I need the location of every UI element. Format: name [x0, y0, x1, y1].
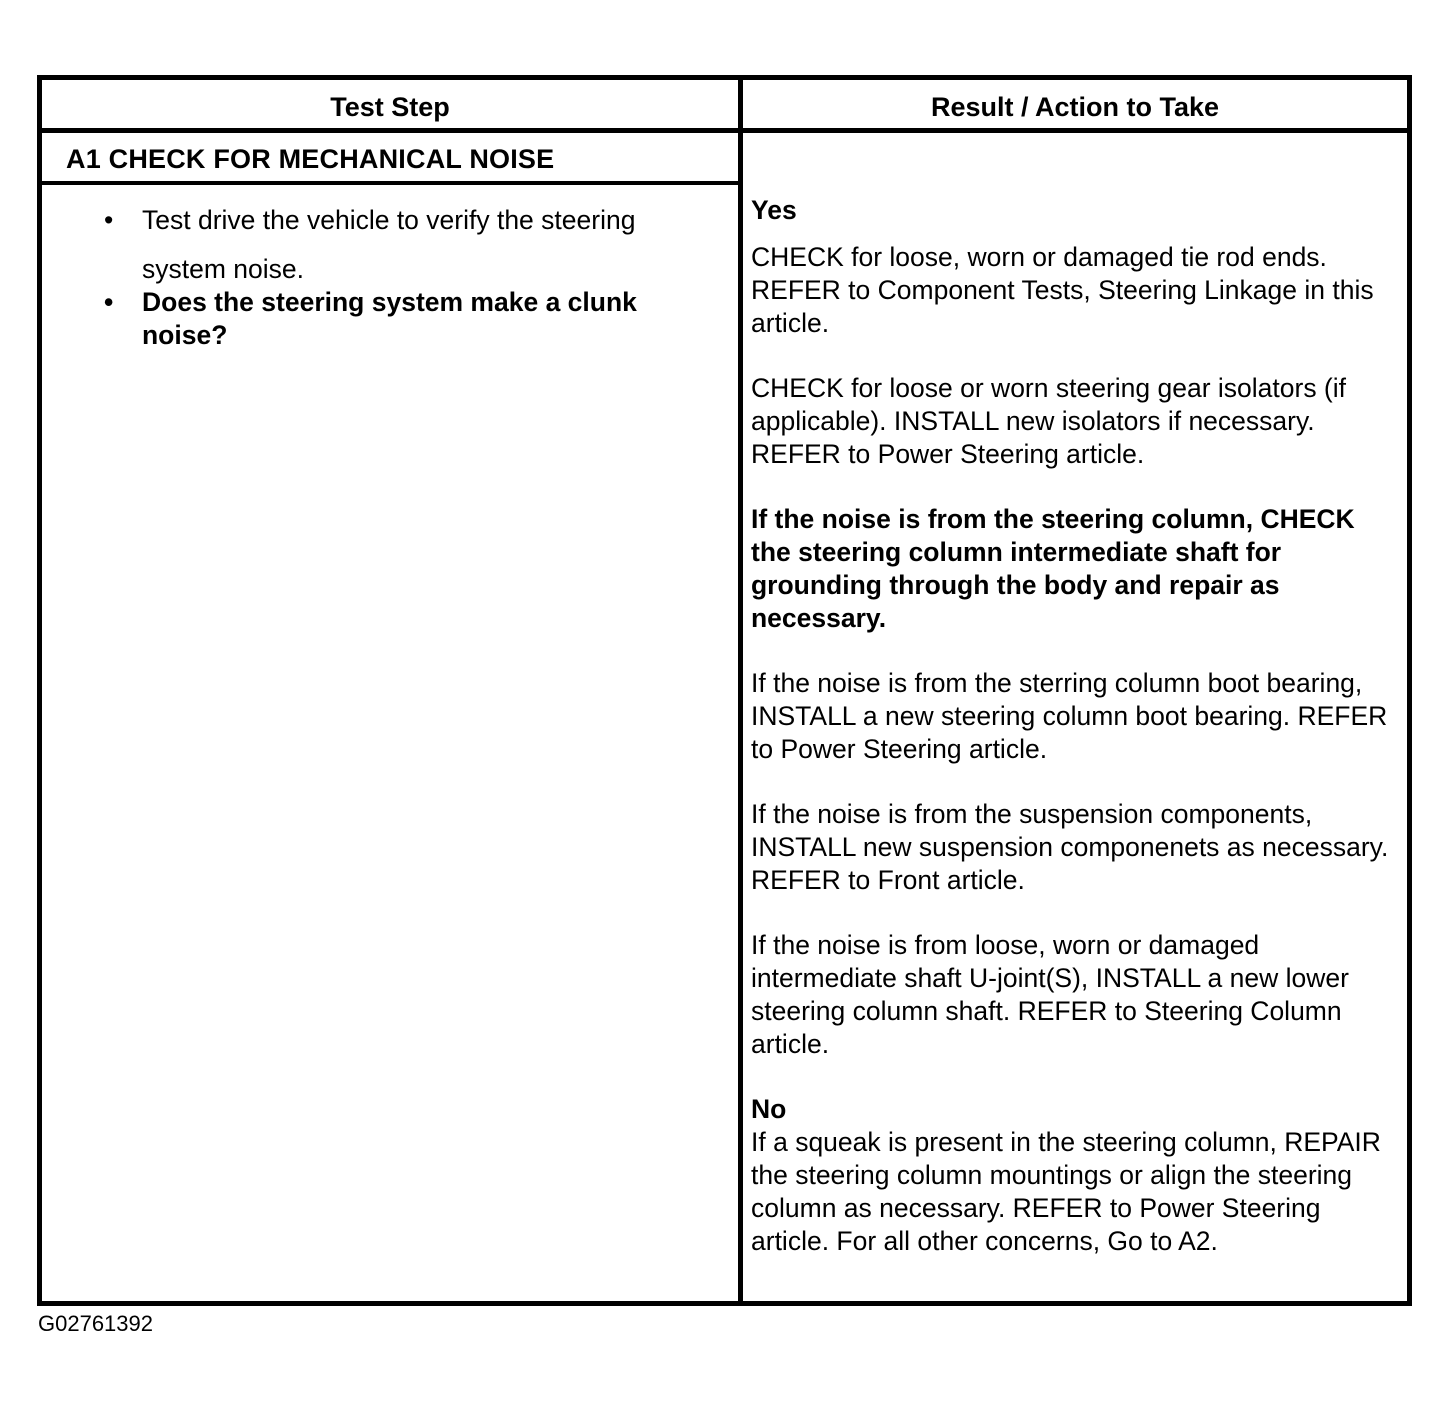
column-divider: [738, 80, 743, 1301]
step-title: A1 CHECK FOR MECHANICAL NOISE: [66, 144, 555, 174]
yes-action-boot-bearing: If the noise is from the sterring column boot bearing, INSTALL a new steering column boot bearing. REFER to Power Steering article.: [751, 668, 1388, 764]
step-title-divider: [42, 181, 738, 185]
no-label: No: [751, 1094, 787, 1124]
test-step-question: • Does the steering system make a clunk noise?: [102, 286, 702, 352]
yes-label: Yes: [751, 195, 797, 225]
header-result-action: Result / Action to Take: [930, 92, 1220, 122]
figure-id: G02761392: [38, 1311, 153, 1336]
header-test-step: Test Step: [330, 92, 450, 122]
diagnostic-table: [37, 75, 1412, 1306]
test-step-list: [102, 196, 702, 352]
test-step-bullet: • Test drive the vehicle to verify the steering system noise.: [102, 196, 702, 294]
result-column: [751, 194, 1401, 1258]
yes-action-intermediate-shaft: If the noise is from the steering column, CHECK the steering column intermediate shaft for grounding through the body and repair as necessary.: [751, 504, 1355, 633]
no-action: If a squeak is present in the steering column, REPAIR the steering column mountings or align the steering column as necessary. REFER to Power Steering article. For all other concerns, Go to A2.: [751, 1127, 1381, 1256]
yes-action-isolators: CHECK for loose or worn steering gear isolators (if applicable). INSTALL new isolators if necessary. REFER to Power Steering article.: [751, 373, 1347, 469]
yes-action-tie-rod: CHECK for loose, worn or damaged tie rod ends. REFER to Component Tests, Steering Linkage in this article.: [751, 242, 1374, 338]
header-divider: [42, 128, 1407, 133]
yes-action-suspension: If the noise is from the suspension components, INSTALL new suspension componenets as necessary. REFER to Front article.: [751, 799, 1389, 895]
yes-action-u-joint: If the noise is from loose, worn or damaged intermediate shaft U-joint(S), INSTALL a new lower steering column shaft. REFER to Steering Column article.: [751, 930, 1349, 1059]
